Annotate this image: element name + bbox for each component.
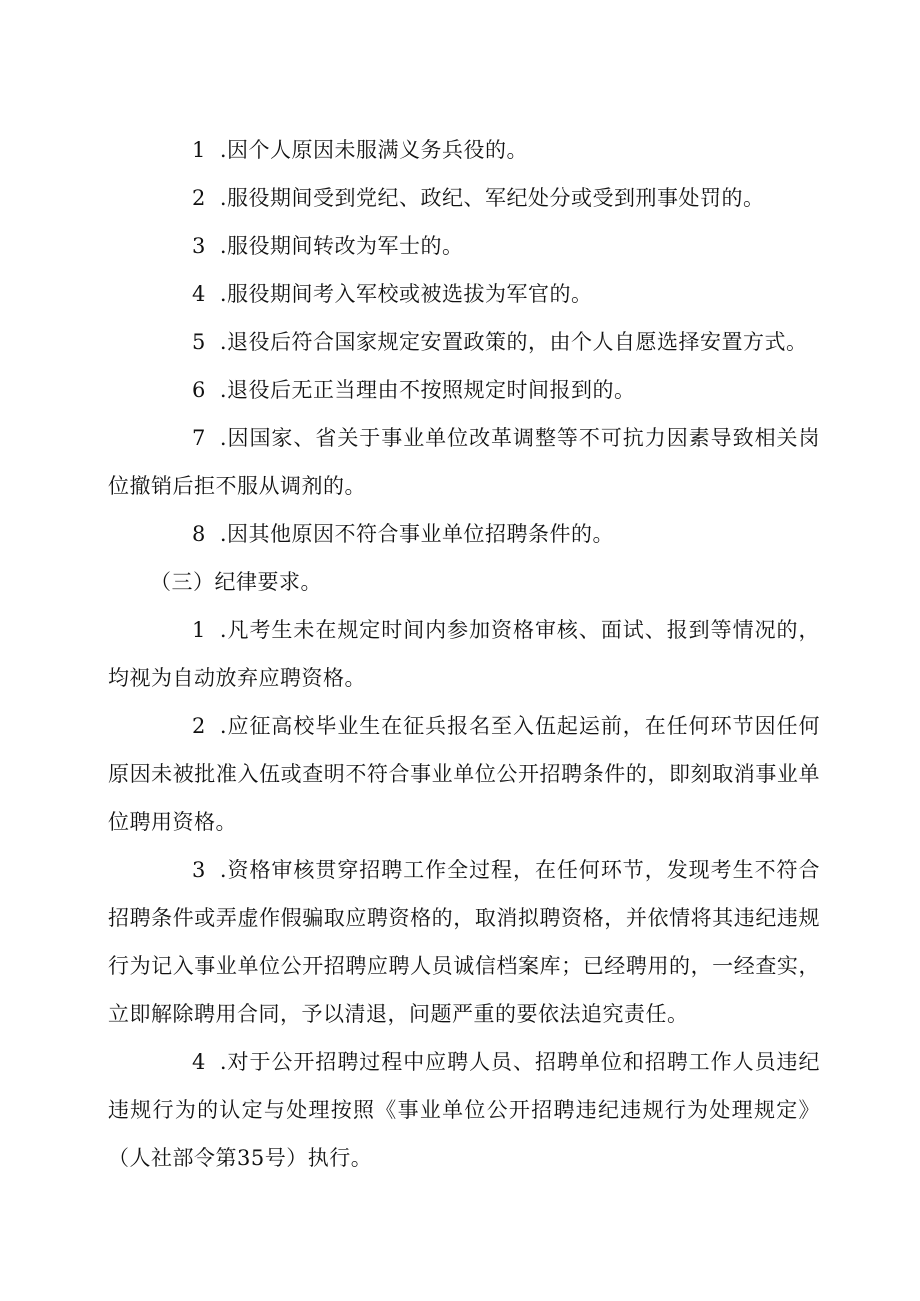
document-body xyxy=(108,126,820,1182)
item-number: 1 xyxy=(192,618,206,642)
paragraph-text: .因个人原因未服满义务兵役的。 xyxy=(219,138,529,162)
paragraph-7 xyxy=(108,414,820,510)
paragraph-6 xyxy=(108,366,820,414)
item-number: 8 xyxy=(192,522,206,546)
paragraph-text: .服役期间转改为军士的。 xyxy=(219,234,464,258)
paragraph-text: .因国家、省关于事业单位改革调整等不可抗力因素导致相关岗位撤销后拒不服从调剂的。 xyxy=(108,426,820,498)
section-heading-text: （三）纪律要求。 xyxy=(150,570,322,594)
item-number: 3 xyxy=(192,234,206,258)
section-heading xyxy=(108,558,820,606)
paragraph-text: .因其他原因不符合事业单位招聘条件的。 xyxy=(219,522,615,546)
paragraph-text: .对于公开招聘过程中应聘人员、招聘单位和招聘工作人员违纪违规行为的认定与处理按照《事业单位公开招聘违纪违规行为处理规定》（人社部令第35号）执行。 xyxy=(108,1050,820,1170)
paragraph-9 xyxy=(108,606,820,702)
paragraph-10 xyxy=(108,702,820,846)
item-number: 4 xyxy=(192,1050,206,1074)
paragraph-text: .服役期间考入军校或被选拔为军官的。 xyxy=(219,282,593,306)
item-number: 3 xyxy=(192,858,206,882)
paragraph-text: .服役期间受到党纪、政纪、军纪处分或受到刑事处罚的。 xyxy=(219,186,765,210)
paragraph-11 xyxy=(108,846,820,1038)
item-number: 4 xyxy=(192,282,206,306)
paragraph-8 xyxy=(108,510,820,558)
paragraph-3 xyxy=(108,222,820,270)
item-number: 2 xyxy=(192,714,206,738)
paragraph-12 xyxy=(108,1038,820,1182)
paragraph-2 xyxy=(108,174,820,222)
paragraph-text: .应征高校毕业生在征兵报名至入伍起运前，在任何环节因任何原因未被批准入伍或查明不符合事业单位公开招聘条件的，即刻取消事业单位聘用资格。 xyxy=(108,714,820,834)
item-number: 2 xyxy=(192,186,206,210)
paragraph-text: .退役后无正当理由不按照规定时间报到的。 xyxy=(219,378,636,402)
item-number: 6 xyxy=(192,378,206,402)
item-number: 7 xyxy=(192,426,206,450)
paragraph-4 xyxy=(108,270,820,318)
paragraph-1 xyxy=(108,126,820,174)
item-number: 5 xyxy=(192,330,206,354)
paragraph-5 xyxy=(108,318,820,366)
paragraph-text: .凡考生未在规定时间内参加资格审核、面试、报到等情况的，均视为自动放弃应聘资格。 xyxy=(108,618,820,690)
paragraph-text: .资格审核贯穿招聘工作全过程，在任何环节，发现考生不符合招聘条件或弄虚作假骗取应聘资格的，取消拟聘资格，并依情将其违纪违规行为记入事业单位公开招聘应聘人员诚信档案库；已经聘用的，一经查实，立即解除聘用合同，予以清退，问题严重的要依法追究责任。 xyxy=(108,858,820,1026)
paragraph-text: .退役后符合国家规定安置政策的，由个人自愿选择安置方式。 xyxy=(219,330,808,354)
item-number: 1 xyxy=(192,138,206,162)
